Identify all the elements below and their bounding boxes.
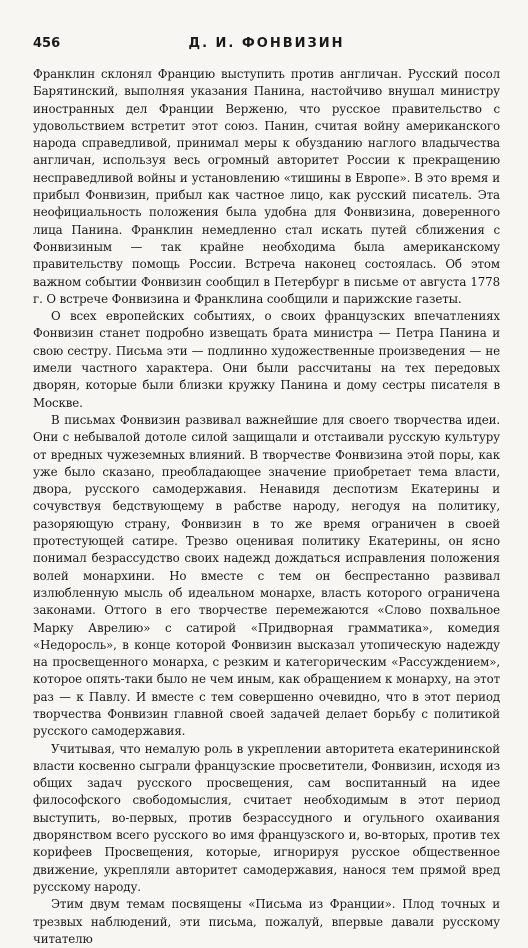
paragraph: Этим двум темам посвящены «Письма из Франции». Плод точных и трезвых наблюдений, эти письма, пожалуй, впервые давали русскому читателю: [33, 897, 500, 946]
paragraph: Франклин склонял Францию выступить против англичан. Русский посол Барятинский, выполняя указания Панина, настойчиво внушал министру иностранных дел Франции Верженю, что русское правительство с удовольствием встретит этот союз. Панин, считая войну американского народа справедливой, принимал меры к обузданию наглого владычества англичан, используя весь огромный авторитет России к прекращению несправедливой войны и установлению «тишины в Европе». В это время и прибыл Фонвизин, прибыл как частное лицо, как русский писатель. Эта неофициальность положения была удобна для Фонвизина, доверенного лица Панина. Франклин немедленно стал искать путей сближения с Фонвизиным — так крайне необходима была американскому правительству помощь России. Встреча наконец состоялась. Об этом важном событии Фонвизин сообщил в Петербург в письме от августа 1778 г. О встрече Фонвизина и Франклина сообщили и парижские газеты.: [33, 67, 500, 306]
paragraph: Учитывая, что немалую роль в укреплении авторитета екатерининской власти косвенно сыграли французские просветители, Фонвизин, исходя из общих задач русского просвещения, сам воспитанный на идее философского свободомыслия, считает необходимым в этот период выступить, во-первых, против безрассудного и огульного охаивания дворянством всего русского во имя французского и, во-вторых, против тех корифеев Просвещения, которые, игнорируя русское общественное движение, укрепляли авторитет самодержавия, нанося тем прямой вред русскому народу.: [33, 741, 500, 894]
paragraph: В письмах Фонвизин развивал важнейшие для своего творчества идеи. Они с небывалой дотоле силой защищали и отстаивали русскую культуру от вредных чужеземных влияний. В творчестве Фонвизина этой поры, как уже было сказано, преобладающее значение приобретает тема власти, двора, русского самодержавия. Ненавидя деспотизм Екатерины и сочувствуя бедствующему в рабстве народу, негодуя на политику, разоряющую страну, Фонвизин в то же время ограничен в своей протестующей сатире. Трезво оценивая политику Екатерины, он ясно понимал безрассудство своих надежд дождаться исправления положения волей монархини. Но вместе с тем он беспрестанно развивал излюбленную мысль об идеальном монархе, власть которого ограничена законами. Оттого в его творчестве перемежаются «Слово похвальное Марку Аврелию» с сатирой «Придворная грамматика», комедия «Недоросль», в конце которой Фонвизин высказал утопическую надежду на просвещенного монарха, с резким и категорическим «Рассуждением», которое опять-таки было не чем иным, как обращением к монарху, на этот раз — к Павлу. И вместе с тем совершенно очевидно, что в этот период творчества Фонвизин главной своей задачей делает борьбу с политикой русского самодержавия.: [33, 412, 500, 739]
running-title: Д. И. ФОНВИЗИН: [188, 36, 345, 51]
page-header: [33, 36, 500, 58]
page-number: 456: [33, 36, 61, 51]
page-body: [33, 66, 500, 948]
paragraph: О всех европейских событиях, о своих французских впечатлениях Фонвизин станет подробно извещать брата министра — Петра Панина и свою сестру. Письма эти — подлинно художественные произведения — не имели частного характера. Они были рассчитаны на тех передовых дворян, которые были близки кружку Панина и дому сестры писателя в Москве.: [33, 309, 500, 410]
